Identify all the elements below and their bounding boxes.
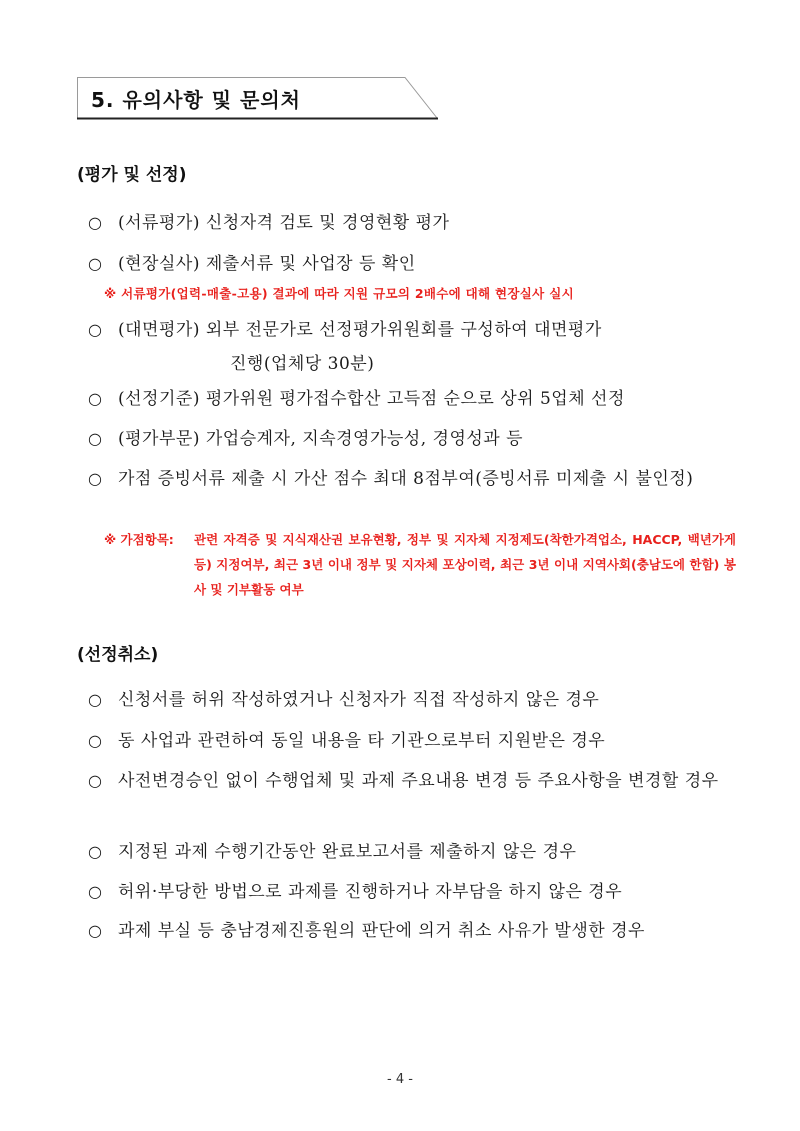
list-item: ○ (대면평가) 외부 전문가로 선정평가위원회를 구성하여 대면평가 진행(업체당 30분): [88, 313, 728, 381]
list-item: ○ (선정기준) 평가위원 평가접수합산 고득점 순으로 상위 5업체 선정: [88, 382, 728, 416]
circle-bullet-icon: ○: [88, 389, 102, 408]
circle-bullet-icon: ○: [88, 213, 102, 232]
circle-bullet-icon: ○: [88, 731, 102, 750]
circle-bullet-icon: ○: [88, 690, 102, 709]
list-item: ○ 사전변경승인 없이 수행업체 및 과제 주요내용 변경 등 주요사항을 변경할 경우: [88, 764, 728, 798]
list-item: ○ (평가부문) 가업승계자, 지속경영가능성, 경영성과 등: [88, 422, 728, 456]
section-heading: 5. 유의사항 및 문의처: [91, 88, 301, 112]
circle-bullet-icon: ○: [88, 882, 102, 901]
subsection-title-cancellation: (선정취소): [77, 645, 159, 665]
circle-bullet-icon: ○: [88, 254, 102, 273]
page-number: - 4 -: [387, 1072, 413, 1087]
list-item: ○ 동 사업과 관련하여 동일 내용을 타 기관으로부터 지원받은 경우: [88, 724, 728, 758]
list-item: ○ (서류평가) 신청자격 검토 및 경영현황 평가: [88, 206, 728, 240]
list-item: ○ 지정된 과제 수행기간동안 완료보고서를 제출하지 않은 경우: [88, 835, 728, 869]
circle-bullet-icon: ○: [88, 771, 102, 790]
circle-bullet-icon: ○: [88, 429, 102, 448]
list-item: ○ 허위·부당한 방법으로 과제를 진행하거나 자부담을 하지 않은 경우: [88, 875, 728, 909]
circle-bullet-icon: ○: [88, 469, 102, 488]
circle-bullet-icon: ○: [88, 320, 102, 339]
list-item: ○ (현장실사) 제출서류 및 사업장 등 확인: [88, 247, 728, 281]
list-item: ○ 가점 증빙서류 제출 시 가산 점수 최대 8점부여(증빙서류 미제출 시 불인정): [88, 462, 728, 496]
note-site-inspection: ※ 서류평가(업력-매출-고용) 결과에 따라 지원 규모의 2배수에 대해 현장실사 실시: [104, 286, 574, 301]
circle-bullet-icon: ○: [88, 842, 102, 861]
note-bonus-items: ※ 가점항목: 관련 자격증 및 지식재산권 보유현황, 정부 및 지자체 지정제도(착한가격업소, HACCP, 백년가게 등) 지정여부, 최근 3년 이내 정부 및 지자체 포상이력, 최근 3년 이내 지역사회(충남도에 한함) 봉사 및 기부활동 여부: [104, 532, 736, 597]
list-item: ○ 과제 부실 등 충남경제진흥원의 판단에 의거 취소 사유가 발생한 경우: [88, 914, 728, 948]
section-header-box: [77, 77, 437, 119]
subsection-title-evaluation: (평가 및 선정): [77, 165, 187, 185]
list-item: ○ 신청서를 허위 작성하였거나 신청자가 직접 작성하지 않은 경우: [88, 683, 728, 717]
circle-bullet-icon: ○: [88, 921, 102, 940]
